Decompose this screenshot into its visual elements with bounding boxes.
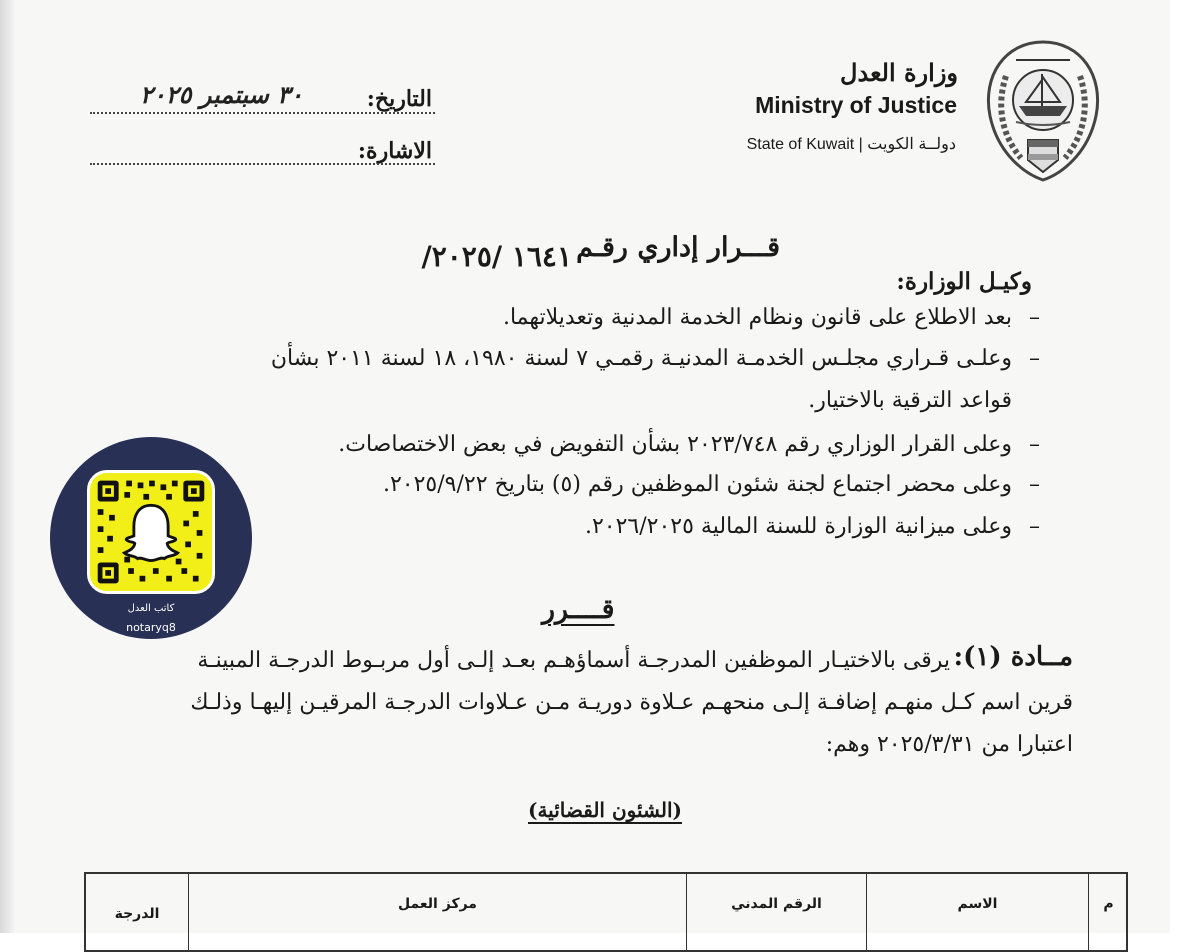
state-line: State of Kuwait | دولــة الكويت [746, 136, 956, 153]
section-title: (الشئون القضائية) [528, 798, 682, 822]
preamble-line-6: وعلى ميزانية الوزارة للسنة المالية ٢٠٢٦/٢٠٢٥. [584, 514, 1012, 539]
column-header-civil-id: الرقم المدني [686, 874, 866, 952]
kuwait-emblem-icon [976, 36, 1110, 184]
preamble-line-2: وعلـى قـراري مجلـس الخدمـة المدنيـة رقمـي ٧ لسنة ١٩٨٠، ١٨ لسنة ٢٠١١ بشأن [270, 346, 1012, 371]
reference-label: الاشارة: [357, 138, 432, 164]
decision-number: ١٦٤١ /٢٠٢٥/ [421, 240, 572, 273]
article-label: مــادة (١): [953, 642, 1073, 672]
decision-heading: قــــرر [542, 594, 615, 625]
snap-account-name: كاتب العدل [127, 603, 175, 614]
page-shadow-edge [0, 0, 14, 933]
column-header-name: الاسم [866, 874, 1088, 952]
date-label: التاريخ: [366, 86, 432, 112]
snapcode-qr[interactable] [87, 470, 215, 594]
ghost-icon [124, 505, 177, 560]
preamble-line-4: وعلى القرار الوزاري رقم ٢٠٢٣/٧٤٨ بشأن التفويض في بعض الاختصاصات. [338, 432, 1012, 457]
column-header-workplace: مركز العمل [188, 874, 686, 952]
date-dotted-line [90, 112, 435, 114]
ministry-name-arabic: وزارة العدل [840, 58, 958, 87]
bullet-dash: – [1029, 305, 1040, 330]
page-margin-edge [1170, 0, 1200, 933]
article-line-3: اعتبارا من ٢٠٢٥/٣/٣١ وهم: [825, 732, 1073, 757]
date-handwritten-value: ٣٠ سبتمبر ٢٠٢٥ [140, 80, 304, 109]
snap-account-handle: notaryq8 [126, 621, 176, 634]
addressee: وكيـل الوزارة: [896, 268, 1032, 295]
employees-table [84, 872, 1128, 952]
bullet-dash: – [1029, 514, 1040, 539]
preamble-line-5: وعلى محضر اجتماع لجنة شئون الموظفين رقم (٥) بتاريخ ٢٠٢٥/٩/٢٢. [382, 472, 1012, 497]
column-header-serial: م [1088, 874, 1128, 952]
ministry-name-english: Ministry of Justice [755, 92, 957, 118]
article-line-1: يرقى بالاختيـار الموظفين المدرجـة أسماؤهـم بعـد إلـى أول مربـوط الدرجـة المبينـة [197, 648, 950, 673]
bullet-dash: – [1029, 346, 1040, 371]
reference-dotted-line [90, 163, 435, 165]
article-line-2: قرين اسم كـل منهـم إضافـة إلـى منحهـم عـلاوة دوريـة مـن عـلاوات الدرجـة المرقيـن إليهـا وذلـك [190, 690, 1073, 715]
preamble-line-3: قواعد الترقية بالاختيار. [808, 388, 1012, 413]
column-header-grade: الدرجة [114, 906, 160, 922]
bullet-dash: – [1029, 432, 1040, 457]
bullet-dash: – [1029, 472, 1040, 497]
preamble-line-1: بعد الاطلاع على قانون ونظام الخدمة المدنية وتعديلاتهما. [502, 305, 1012, 330]
decision-title: قـــرار إداري رقـم [576, 232, 780, 263]
